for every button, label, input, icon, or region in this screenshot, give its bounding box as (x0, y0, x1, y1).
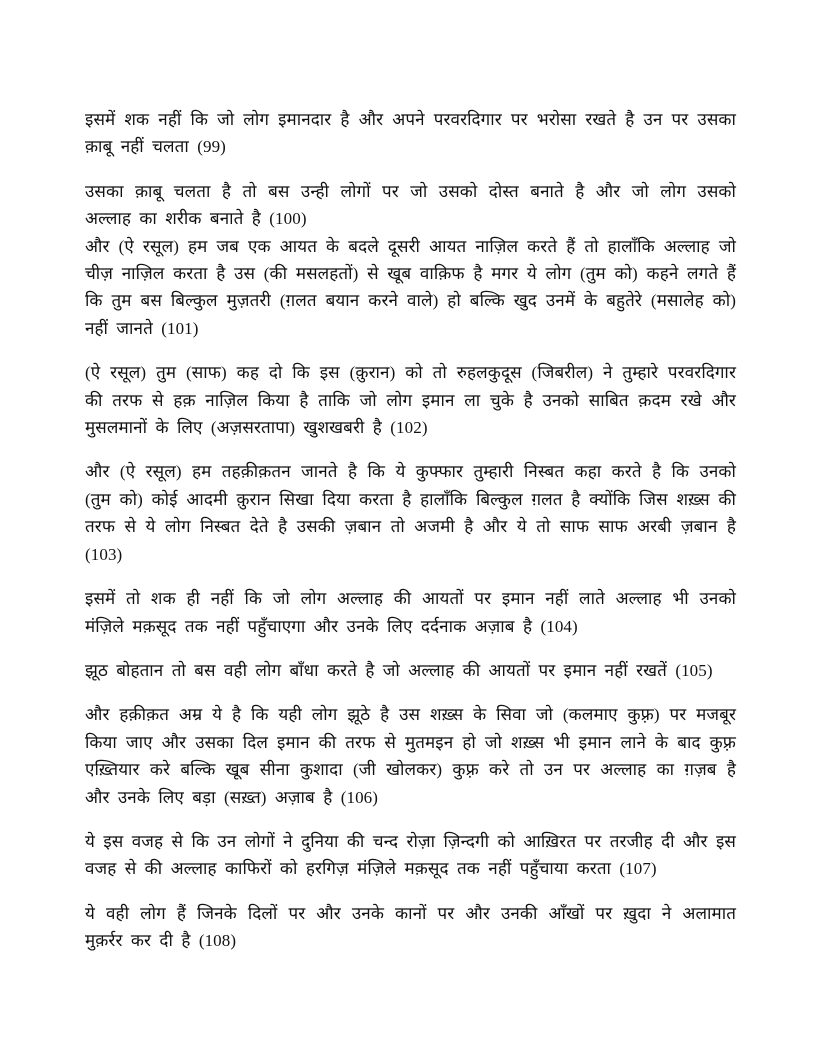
verse-number: (103) (85, 544, 123, 564)
verse-text: उसका क़ाबू चलता है तो बस उन्ही लोगों पर जो उसको दोस्त बनाते है और जो लोग उसको अल्लाह का शरीक बनाते है (85, 181, 736, 229)
verse-paragraph-108 (85, 900, 736, 955)
verse-paragraph-99 (85, 106, 736, 161)
verse-paragraph-107 (85, 828, 736, 883)
verse-number: (106) (340, 787, 379, 807)
verse-text: ये वही लोग हैं जिनके दिलों पर और उनके कानों पर और उनकी आँखों पर ख़ुदा ने अलामात मुक़र्रर कर दी है (85, 903, 736, 951)
verse-paragraph-106 (85, 701, 736, 811)
verse-paragraph-105 (85, 657, 736, 684)
verse-paragraph-103 (85, 458, 736, 568)
verse-text: ये इस वजह से कि उन लोगों ने दुनिया की चन्द रोज़ा ज़िन्दगी को आख़िरत पर तरजीह दी और इस वजह से की अल्लाह काफिरों को हरगिज़ मंज़िले मक़सूद तक नहीं पहुँचाया करता (85, 831, 736, 879)
verse-number: (101) (161, 318, 199, 338)
verse-number: (99) (197, 137, 226, 157)
verse-paragraph-102 (85, 359, 736, 441)
verse-number: (104) (540, 616, 578, 636)
verse-number: (105) (675, 660, 713, 680)
verse-text: (ऐ रसूल) तुम (साफ) कह दो कि इस (क़ुरान) को तो रुहलकुदूस (जिबरील) ने तुम्हारे परवरदिगार की तरफ से हक़ नाज़िल किया है ताकि जो लोग इमान ला चुके है उनको साबित क़दम रखे और मुसलमानों के लिए (अज़सरतापा) खुशखबरी है (85, 363, 736, 438)
verse-text: और (ऐ रसूल) हम तहक़ीक़तन जानते है कि ये कुफ्फार तुम्हारी निस्बत कहा करते है कि उनको (तुम को) कोई आदमी क़ुरान सिखा दिया करता है हालाँकि बिल्कुल ग़लत है क्योंकि जिस शख़्स की तरफ से ये लोग निस्बत देते है उसकी ज़बान तो अजमी है और ये तो साफ साफ अरबी ज़बान है (85, 462, 736, 537)
verse-paragraph-104 (85, 585, 736, 640)
verse-text-block (85, 106, 736, 955)
verse-number: (102) (390, 418, 428, 438)
verse-number: (100) (269, 209, 307, 229)
verse-text: और (ऐ रसूल) हम जब एक आयत के बदले दूसरी आयत नाज़िल करते हैं तो हालाँकि अल्लाह जो चीज़ नाज़िल करता है उस (की मसलहतों) से खूब वाक़िफ है मगर ये लोग (तुम को) कहने लगते हैं कि तुम बस बिल्कुल मुज़तरी (ग़लत बयान करने वाले) हो बल्कि खुद उनमें के बहुतेरे (मसालेह को) नहीं जानते (85, 236, 736, 338)
verse-paragraph-100 (85, 178, 736, 233)
verse-text: झूठ बोहतान तो बस वही लोग बाँधा करते है जो अल्लाह की आयतों पर इमान नहीं रखतें (85, 660, 667, 680)
verse-paragraph-101 (85, 233, 736, 343)
verse-text: इसमें शक नहीं कि जो लोग इमानदार है और अपने परवरदिगार पर भरोसा रखते है उन पर उसका क़ाबू नहीं चलता (85, 110, 736, 157)
verse-text: और हक़ीक़त अम्र ये है कि यही लोग झूठे है उस शख़्स के सिवा जो (कलमाए कुफ़्र) पर मजबूर किया जाए और उसका दिल इमान की तरफ से मुतमइन हो जो शख़्स भी इमान लाने के बाद कुफ़्र एख़्तियार करे बल्कि खूब सीना कुशादा (जी खोलकर) कुफ़्र करे तो उन पर अल्लाह का ग़ज़ब है और उनके लिए बड़ा (सख़्त) अज़ाब है (85, 705, 736, 807)
verse-number: (107) (619, 859, 657, 879)
verse-number: (108) (198, 931, 237, 951)
verse-text: इसमें तो शक ही नहीं कि जो लोग अल्लाह की आयतों पर इमान नहीं लाते अल्लाह भी उनको मंज़िले मक़सूद तक नहीं पहुँचाएगा और उनके लिए दर्दनाक अज़ाब है (85, 589, 736, 636)
